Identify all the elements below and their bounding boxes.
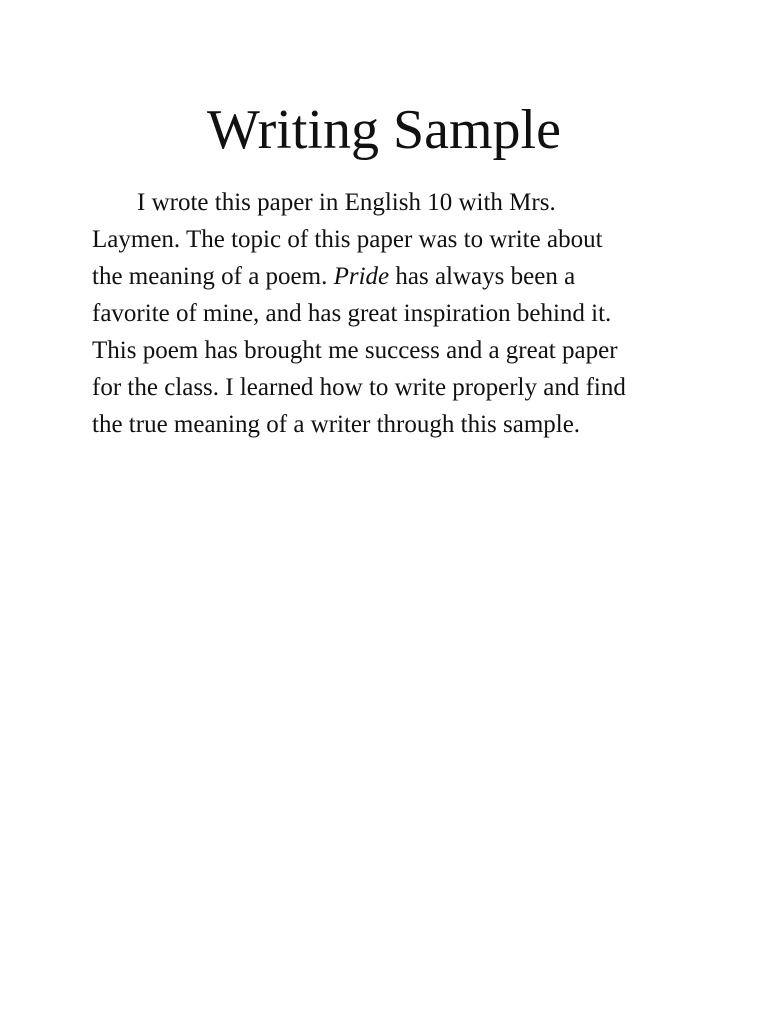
paragraph-line: the true meaning of a writer through this sample. <box>92 411 581 438</box>
paragraph-line: I wrote this paper in English 10 with Mrs. <box>137 189 556 216</box>
paragraph <box>92 184 692 443</box>
document-title: Writing Sample <box>207 99 561 161</box>
paragraph-text: has always been a <box>389 263 576 290</box>
paragraph-text: the meaning of a poem. <box>92 263 334 290</box>
paragraph-line: for the class. I learned how to write properly and find <box>92 374 626 401</box>
paragraph-line: Laymen. The topic of this paper was to write about <box>92 226 603 253</box>
paragraph-line: This poem has brought me success and a great paper <box>92 337 618 364</box>
poem-title: Pride <box>333 263 390 290</box>
paragraph-line <box>92 258 692 295</box>
paragraph-line: favorite of mine, and has great inspiration behind it. <box>92 300 612 327</box>
